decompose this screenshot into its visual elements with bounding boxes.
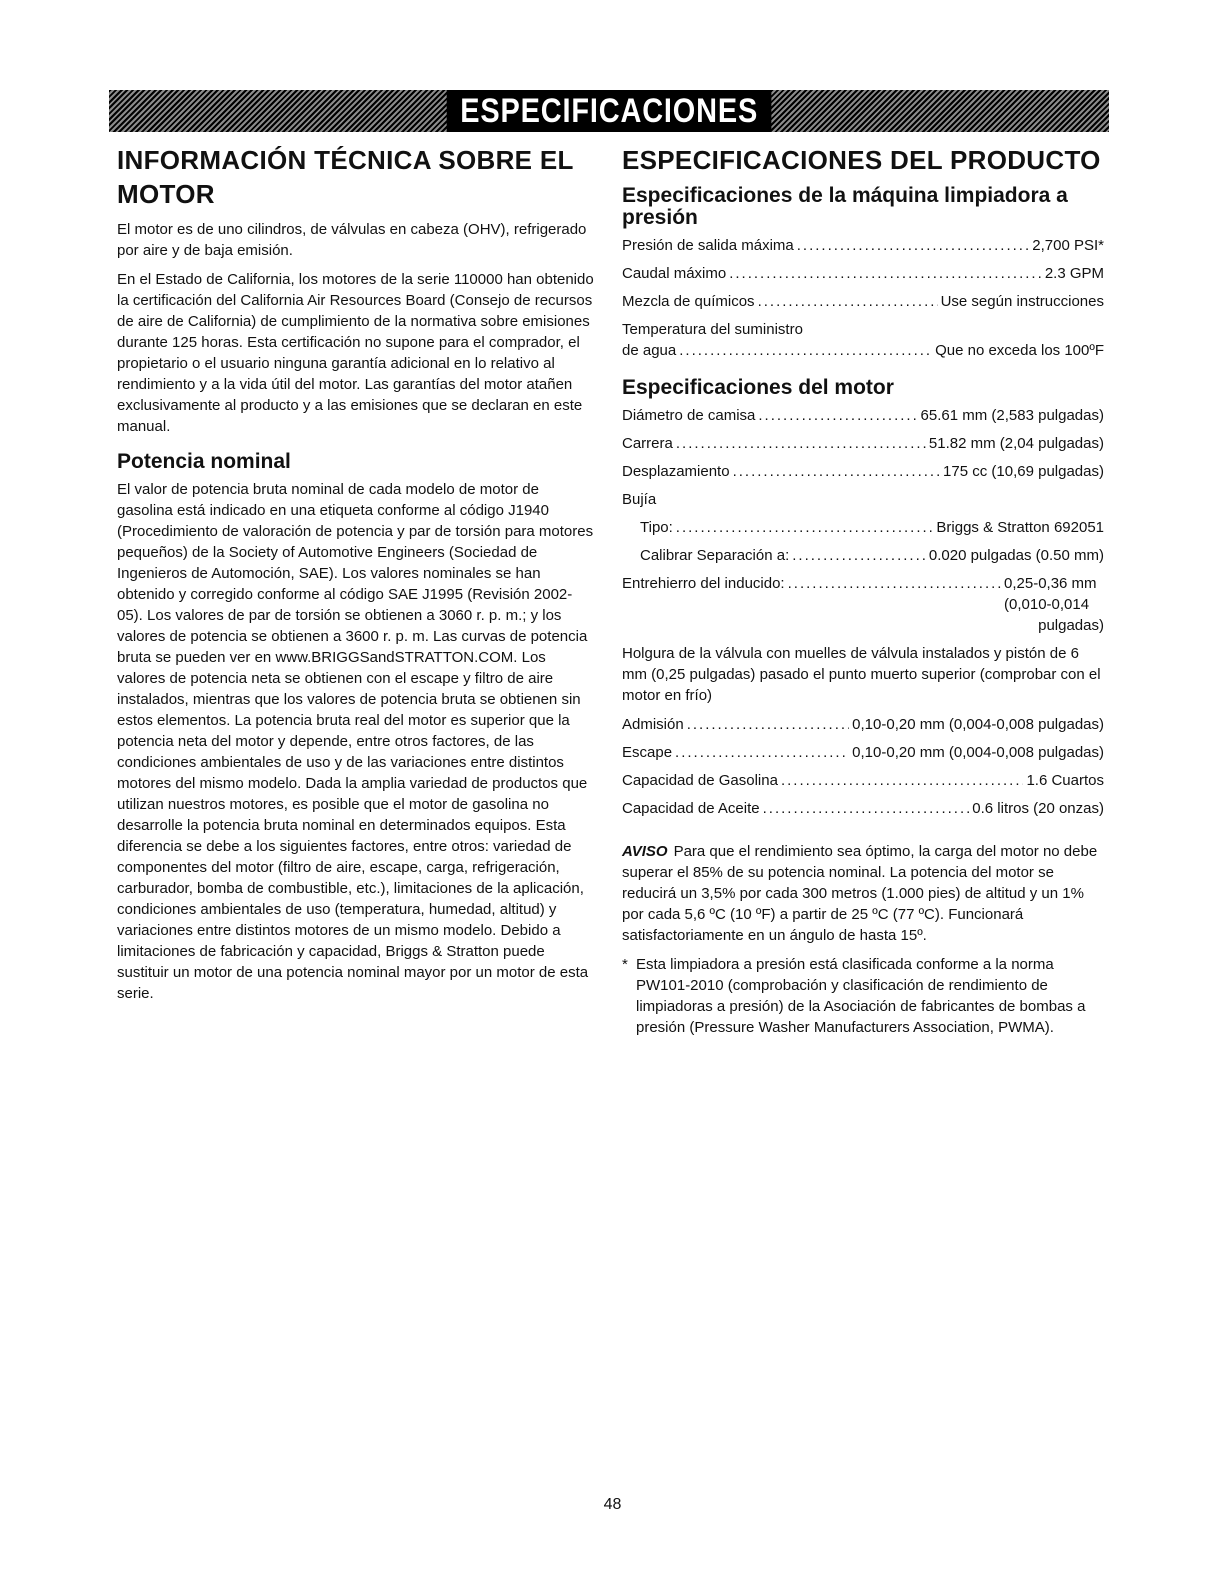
spec-label: Tipo: (640, 519, 673, 536)
leader-dots (758, 291, 938, 312)
spec-label: Entrehierro del inducido: (622, 575, 785, 592)
california-paragraph: En el Estado de California, los motores de la serie 110000 han obtenido la certificación del California Air Resources Board (Consejo de recursos de aire de California) de cumplimiento de la normativa sobre emisiones durante 125 horas. Esta certificación no supone para el comprador, el propietario o el usuario ninguna garantía adicional en lo relativo al rendimiento y a la vida útil del motor. Las garantías del motor atañen exclusivamente al producto y a las emisiones que se declaran en este manual. (117, 271, 594, 435)
spec-value: 0,10-0,20 mm (0,004-0,008 pulgadas) (852, 744, 1104, 761)
spec-row (622, 517, 1104, 538)
water-temp-label: Temperatura del suministro (622, 321, 803, 338)
spec-value: 0.6 litros (20 onzas) (972, 800, 1104, 817)
spec-value: Use según instrucciones (940, 293, 1104, 310)
spec-row (622, 798, 1104, 819)
spec-value: 0.020 pulgadas (0.50 mm) (928, 547, 1104, 564)
spec-row (622, 235, 1104, 256)
spec-value-line: pulgadas) (1038, 617, 1104, 634)
spec-label: Presión de salida máxima (622, 237, 794, 254)
notice-text: Para que el rendimiento sea óptimo, la carga del motor no debe superar el 85% de su potencia nominal. La potencia del motor se reducirá un 3,5% por cada 300 metros (1.000 pies) de altitud y un 1% por cada 5,6 ºC (10 ºF) a partir de 25 ºC (77 ºC). Funcionará satisfactoriamente en un ángulo de hasta 15º. (622, 843, 1098, 944)
armature-value-continuation (622, 594, 1104, 643)
spec-row (622, 714, 1104, 735)
spec-label: Capacidad de Gasolina (622, 772, 778, 789)
leader-dots (797, 235, 1030, 256)
washer-specs-heading: Especificaciones de la máquina limpiadora a presión (622, 184, 1068, 229)
leader-dots (733, 461, 940, 482)
spec-value: Que no exceda los 100ºF (935, 342, 1104, 359)
banner-title: ESPECIFICACIONES (446, 90, 771, 132)
spec-value: 175 cc (10,69 pulgadas) (943, 463, 1104, 480)
spec-label: Admisión (622, 716, 684, 733)
spec-label: Escape (622, 744, 673, 761)
power-rating-paragraph: El valor de potencia bruta nominal de cada modelo de motor de gasolina está indicado en una etiqueta conforme al código J1940 (Procedimiento de valoración de potencia y par de torsión para motores pequeños) de la Society of Automotive Engineers (Sociedad de Ingenieros de Automoción, SAE). Los valores nominales se han obtenido y corregido conforme al código SAE J1995 (Revisión 2002-05). Los valores de par de torsión se obtienen a 3060 r. p. m.; y los valores de potencia se obtienen a 3600 r. p. m. Las curvas de potencia bruta se pueden ver en www.BRIGGSandSTRATTON.COM. Los valores de potencia neta se obtienen con el escape y filtro de aire instalados, mientras que los valores de potencia bruta se obtienen sin estos elementos. La potencia bruta real del motor es superior que la potencia neta del motor y depende, entre otros factores, de las condiciones ambientales de uso y de las variaciones entre distintos motores del mismo modelo. Dada la amplia variedad de productos que utilizan nuestros motores, es posible que el motor de gasolina no desarrolle la potencia bruta nominal en determinados equipos. Esta diferencia se debe a los siguientes factores, entre otros: variedad de componentes del motor (filtro de aire, escape, carga, refrigeración, carburador, bomba de combustible, etc.), limitaciones de la aplicación, condiciones ambientales de uso (temperatura, humedad, altitud) y variaciones entre distintos motores de un mismo modelo. Debido a limitaciones de fabricación y capacidad, Briggs & Stratton puede sustituir un motor de una potencia nominal mayor por un motor de esta serie. (117, 481, 594, 1002)
spec-label: de agua (622, 342, 677, 359)
spec-value: 65.61 mm (2,583 pulgadas) (920, 407, 1104, 424)
section-banner (109, 90, 1109, 132)
spec-row (622, 461, 1104, 482)
leader-dots (788, 573, 1001, 594)
spec-row (622, 263, 1104, 284)
valve-clearance-text: Holgura de la válvula con muelles de válvula instalados y pistón de 6 mm (0,25 pulgadas) pasado el punto muerto superior (comprobar con el motor en frío) (622, 645, 1101, 704)
leader-dots (687, 714, 849, 735)
leader-dots (675, 742, 849, 763)
leader-dots (679, 340, 932, 361)
spec-row (622, 742, 1104, 763)
spec-value: 2.3 GPM (1044, 265, 1104, 282)
spec-value: 0,10-0,20 mm (0,004-0,008 pulgadas) (852, 716, 1104, 733)
notice-paragraph (622, 841, 1104, 946)
leader-dots (676, 433, 926, 454)
notice-keyword: AVISO (622, 843, 668, 860)
leader-dots (758, 405, 917, 426)
spec-row (622, 770, 1104, 791)
spec-row (622, 405, 1104, 426)
spec-row (622, 291, 1104, 312)
footnote-text: Esta limpiadora a presión está clasificada conforme a la norma PW101-2010 (comprobación y clasificación de rendimiento de limpiadoras a presión) de la Asociación de fabricantes de bombas a presión (Pressure Washer Manufacturers Association, PWMA). (636, 956, 1086, 1036)
spec-label: Calibrar Separación a: (640, 547, 790, 564)
spec-value: 0,25-0,36 mm (1004, 575, 1097, 592)
engine-intro-paragraph: El motor es de uno cilindros, de válvulas en cabeza (OHV), refrigerado por aire y de baja emisión. (117, 221, 587, 259)
spec-value: 1.6 Cuartos (1026, 772, 1104, 789)
motor-specs-heading: Especificaciones del motor (622, 376, 894, 399)
spec-label: Capacidad de Aceite (622, 800, 760, 817)
product-specs-heading: ESPECIFICACIONES DEL PRODUCTO (622, 145, 1101, 175)
page-number: 48 (603, 1496, 622, 1513)
footnote (622, 954, 1104, 1038)
footnote-star: * (622, 956, 628, 973)
spec-label: Carrera (622, 435, 673, 452)
spark-plug-label: Bujía (622, 491, 657, 508)
spec-label: Caudal máximo (622, 265, 727, 282)
spec-row (622, 340, 1104, 361)
spec-row (622, 433, 1104, 454)
spec-value-line: (0,010-0,014 (1004, 596, 1090, 613)
leader-dots (781, 770, 1024, 791)
leader-dots (676, 517, 934, 538)
spec-value: 51.82 mm (2,04 pulgadas) (928, 435, 1104, 452)
leader-dots (729, 263, 1042, 284)
right-column (622, 143, 1104, 1038)
spec-row (622, 573, 1104, 594)
engine-info-heading: INFORMACIÓN TÉCNICA SOBRE EL MOTOR (117, 145, 574, 209)
leader-dots (763, 798, 970, 819)
left-column (117, 143, 597, 1012)
spec-label: Diámetro de camisa (622, 407, 756, 424)
spec-row (622, 545, 1104, 566)
leader-dots (792, 545, 926, 566)
spec-value: Briggs & Stratton 692051 (936, 519, 1104, 536)
power-rating-heading: Potencia nominal (117, 450, 291, 473)
spec-label: Desplazamiento (622, 463, 730, 480)
spec-value: 2,700 PSI* (1032, 237, 1104, 254)
spec-label: Mezcla de químicos (622, 293, 755, 310)
